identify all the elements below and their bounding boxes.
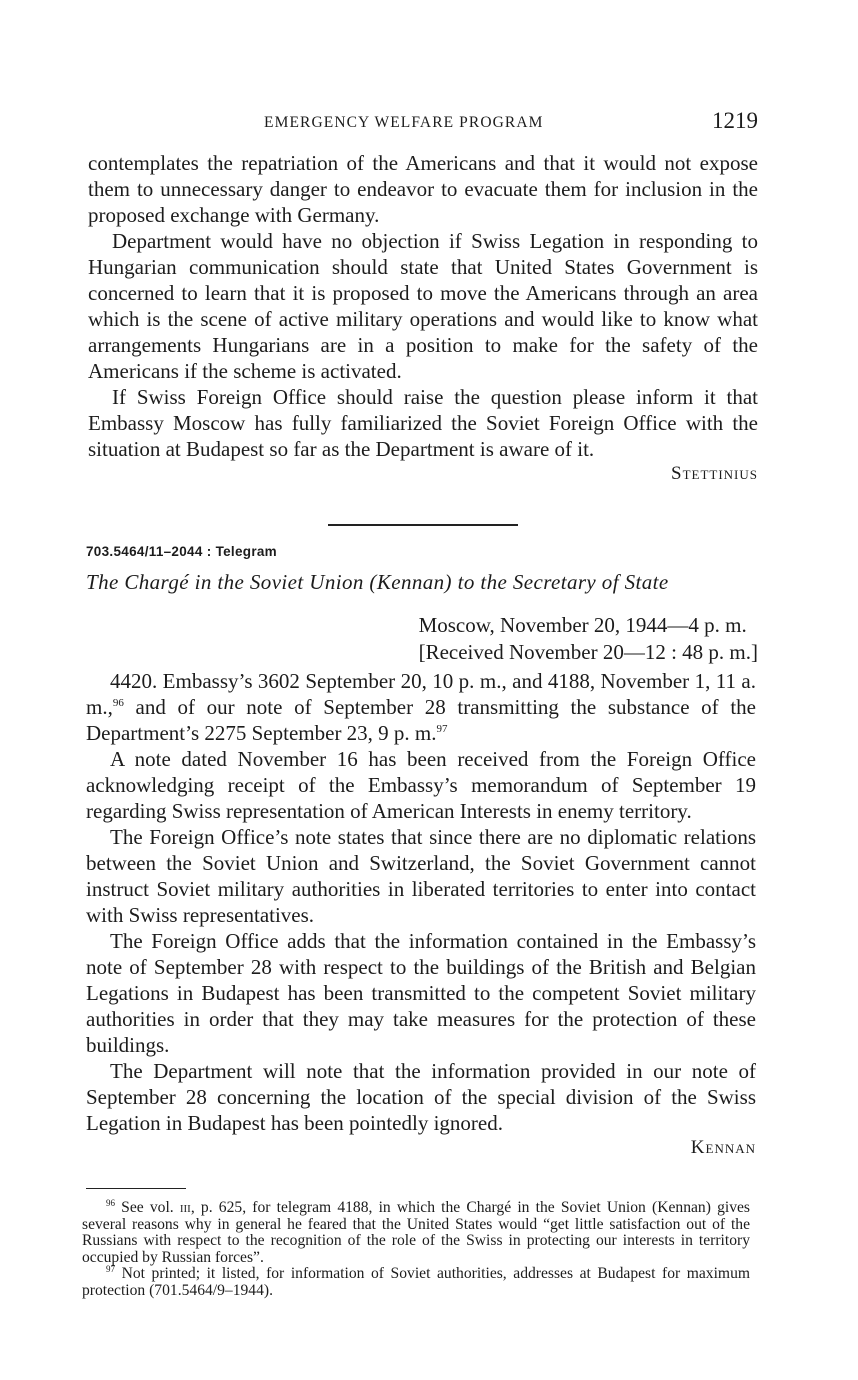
page-number: 1219	[712, 108, 758, 133]
section-divider	[328, 524, 518, 526]
footnote-96: $^{96}$ See vol. iii, p. 625, for telegram 4188, in which the Chargé in the Soviet Union (Kennan) gives several reasons why in general he feared that the United States would “get little satisfaction out of the Russians with respect to the recognition of the role of the Swiss in protecting our interests in territory occupied by Russian forces”.	[82, 1197, 750, 1266]
paragraph: The Foreign Office’s note states that since there are no diplomatic relations between the Soviet Union and Switzerland, the Soviet Government cannot instruct Soviet military authorities in liberated territories to enter into contact with Swiss representatives.	[86, 825, 756, 927]
paragraph: The Department will note that the information provided in our note of September 28 concerning the location of the special division of the Swiss Legation in Budapest has been pointedly ignored.	[86, 1059, 756, 1135]
dateline-sent: Moscow, November 20, 1944—4 p. m.	[418, 613, 747, 637]
paragraph: If Swiss Foreign Office should raise the question please inform it that Embassy Moscow has fully familiarized the Soviet Foreign Office with the situation at Budapest so far as the Department is aware of it.	[88, 385, 758, 461]
page-header	[86, 108, 758, 138]
footnotes	[82, 1197, 750, 1299]
signature-kennan: Kennan	[690, 1137, 756, 1158]
signature-stettinius: Stettinius	[671, 463, 758, 484]
paragraph: 4420. Embassy’s 3602 September 20, 10 p. m., and 4188, November 1, 11 a. m.,$^{96}$ and of our note of September 28 transmitting the substance of the Department’s 2275 September 23, 9 p. m.$^{97}$	[86, 669, 756, 745]
continued-telegram-body	[88, 150, 758, 486]
paragraph: contemplates the repatriation of the Americans and that it would not expose them to unnecessary danger to endeavor to evacuate them for inclusion in the proposed exchange with Germany.	[88, 151, 758, 227]
paragraph: The Foreign Office adds that the information contained in the Embassy’s note of September 28 with respect to the buildings of the British and Belgian Legations in Budapest has been transmitted to the competent Soviet military authorities in order that they may take measures for the protection of these buildings.	[86, 929, 756, 1057]
document-title: The Chargé in the Soviet Union (Kennan) to the Secretary of State	[86, 570, 669, 594]
footnote-97: $^{97}$ Not printed; it listed, for information of Soviet authorities, addresses at Budapest for maximum protection (701.5464/9–1944).	[82, 1263, 750, 1299]
dateline	[419, 612, 758, 666]
footnote-divider	[86, 1188, 186, 1189]
document-reference: 703.5464/11–2044 : Telegram	[86, 544, 277, 559]
footnote-ref-97[interactable]: 97	[436, 723, 448, 735]
paragraph: Department would have no objection if Swiss Legation in responding to Hungarian communication should state that United States Government is concerned to learn that it is proposed to move the Americans through an area which is the scene of active military operations and would like to know what arrangements Hungarians are in a position to make for the safety of the Americans if the scheme is activated.	[88, 229, 758, 383]
dateline-received: [Received November 20—12 : 48 p. m.]	[418, 640, 758, 664]
footnote-ref-96[interactable]: 96	[112, 697, 124, 709]
telegram-body	[86, 668, 756, 1160]
running-title: EMERGENCY WELFARE PROGRAM	[264, 114, 544, 131]
paragraph: A note dated November 16 has been received from the Foreign Office acknowledging receipt of the Embassy’s memorandum of September 19 regarding Swiss representation of American Interests in enemy territory.	[86, 747, 756, 823]
